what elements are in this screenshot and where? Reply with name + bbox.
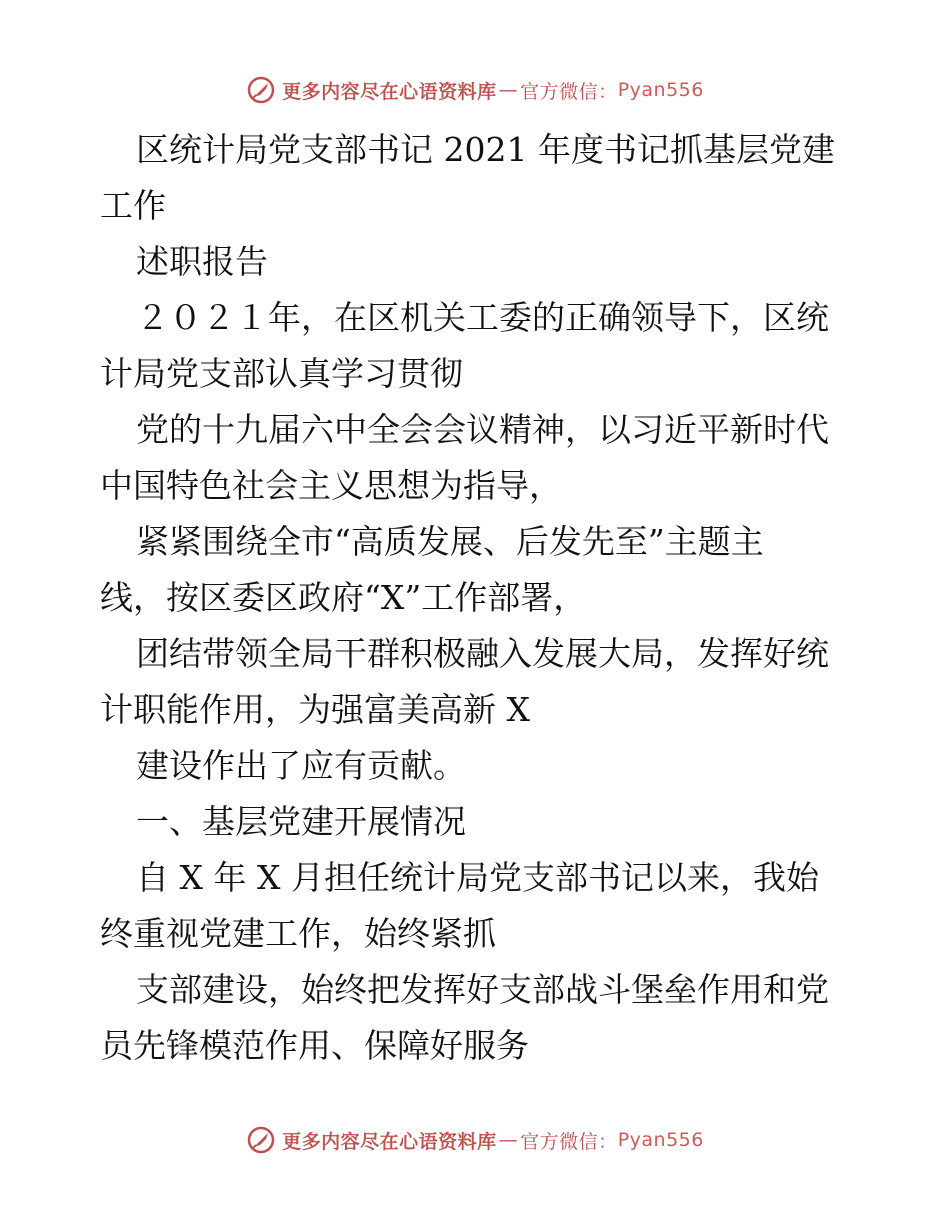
text-line: 紧紧围绕全市“高质发展、后发先至”主题主 bbox=[136, 522, 764, 561]
text-line: 线，按区委区政府“X”工作部署， bbox=[100, 578, 587, 617]
text-line: 中国特色社会主义思想为指导， bbox=[100, 466, 562, 505]
watermark-id: Pyan556 bbox=[617, 1129, 704, 1151]
text-line: 党的十九届六中全会会议精神，以习近平新时代 bbox=[136, 410, 829, 449]
text-line: ２０２１年，在区机关工委的正确领导下，区统 bbox=[136, 298, 829, 337]
watermark-separator: — bbox=[498, 79, 519, 101]
document-lines bbox=[100, 122, 860, 1074]
document-body bbox=[100, 122, 860, 1074]
quill-logo-icon bbox=[246, 75, 276, 105]
text-line: 述职报告 bbox=[136, 242, 268, 281]
text-line: 终重视党建工作，始终紧抓 bbox=[100, 914, 496, 953]
text-line: 自 X 年 X 月担任统计局党支部书记以来，我始 bbox=[136, 858, 819, 897]
watermark-header bbox=[0, 70, 950, 110]
watermark-id: Pyan556 bbox=[617, 79, 704, 101]
watermark-footer bbox=[0, 1120, 950, 1160]
text-line: 员先锋模范作用、保障好服务 bbox=[100, 1026, 529, 1065]
watermark-main-text: 更多内容尽在心语资料库 bbox=[282, 80, 497, 103]
watermark-sub-text: 官方微信： bbox=[520, 80, 618, 103]
text-line: 一、基层党建开展情况 bbox=[136, 802, 466, 841]
text-line: 团结带领全局干群积极融入发展大局，发挥好统 bbox=[136, 634, 829, 673]
watermark-separator: — bbox=[498, 1129, 519, 1151]
text-line: 建设作出了应有贡献。 bbox=[136, 746, 466, 785]
watermark-main-text: 更多内容尽在心语资料库 bbox=[282, 1130, 497, 1153]
text-line: 计职能作用，为强富美高新 X bbox=[100, 690, 530, 729]
quill-logo-icon bbox=[246, 1125, 276, 1155]
watermark-sub-text: 官方微信： bbox=[520, 1130, 618, 1153]
text-line: 工作 bbox=[100, 186, 166, 225]
text-line: 计局党支部认真学习贯彻 bbox=[100, 354, 463, 393]
text-line: 区统计局党支部书记 2021 年度书记抓基层党建 bbox=[136, 130, 835, 169]
text-line: 支部建设，始终把发挥好支部战斗堡垒作用和党 bbox=[136, 970, 829, 1009]
